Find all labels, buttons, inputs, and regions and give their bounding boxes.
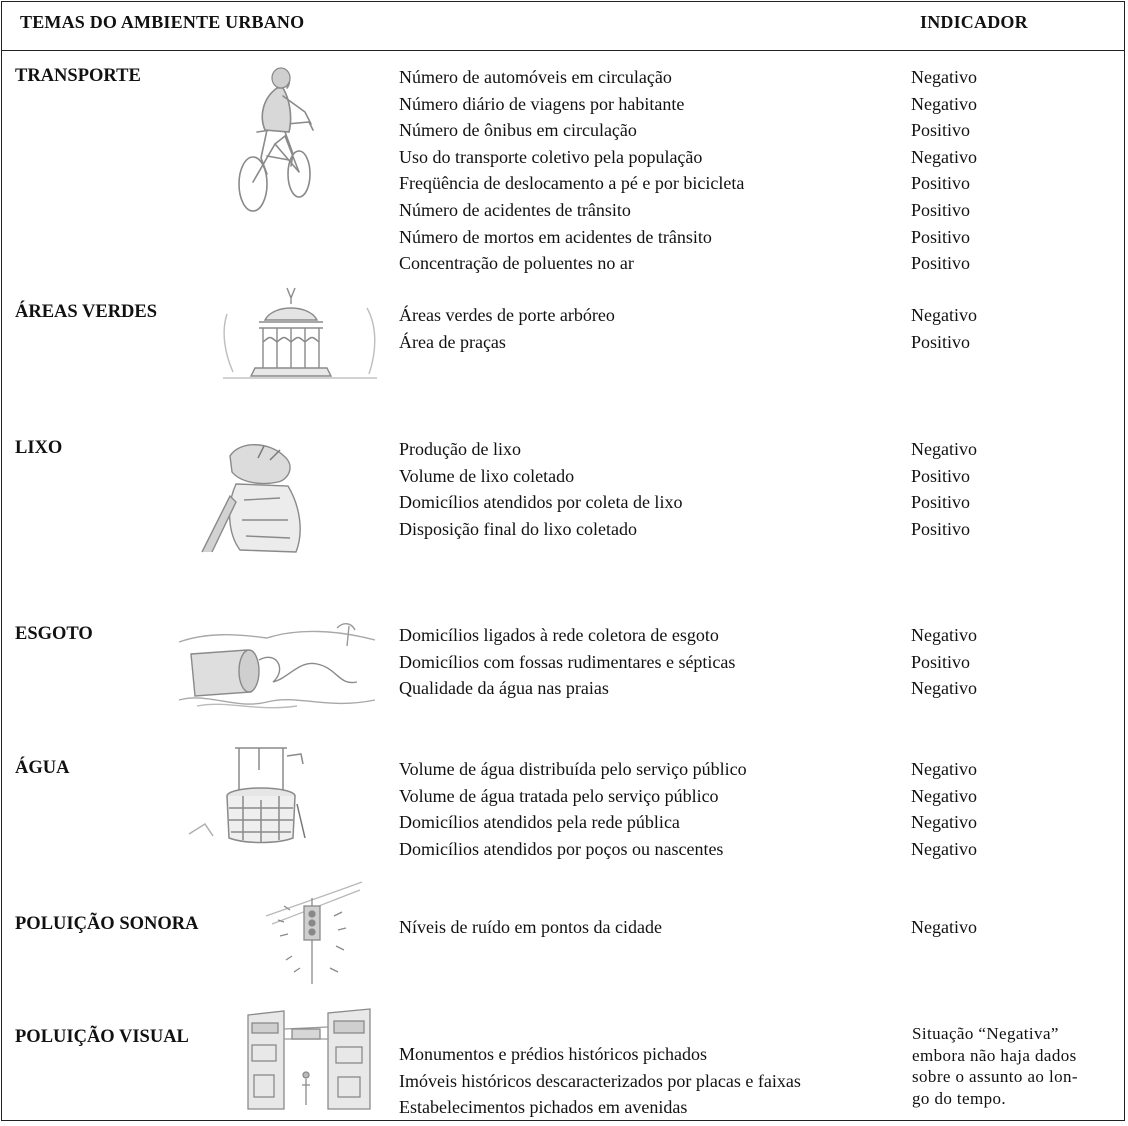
indicator-label: Domicílios atendidos por coleta de lixo bbox=[399, 492, 683, 513]
garbage-heap-icon bbox=[200, 436, 310, 556]
indicator-value: Negativo bbox=[911, 917, 977, 937]
indicator-value-list bbox=[911, 64, 977, 277]
traffic-light-noise-icon bbox=[264, 876, 364, 986]
indicator-value-list bbox=[911, 756, 977, 862]
indicator-value: Negativo bbox=[911, 67, 977, 87]
indicator-label: Disposição final do lixo coletado bbox=[399, 518, 637, 539]
indicator-label: Número de mortos em acidentes de trânsito bbox=[399, 226, 712, 247]
indicator-value: Negativo bbox=[911, 305, 977, 325]
indicator-label: Níveis de ruído em pontos da cidade bbox=[399, 917, 662, 937]
theme-name: ÁREAS VERDES bbox=[15, 302, 158, 322]
indicator-label: Áreas verdes de porte arbóreo bbox=[399, 305, 615, 325]
indicator-label: Domicílios atendidos por poços ou nascentes bbox=[399, 838, 724, 859]
indicator-value: Negativo bbox=[911, 625, 977, 645]
indicator-label: Volume de água distribuída pelo serviço público bbox=[399, 759, 747, 779]
indicator-value: Negativo bbox=[911, 146, 977, 167]
indicator-label: Freqüência de deslocamento a pé e por bicicleta bbox=[399, 173, 745, 194]
indicator-label: Imóveis históricos descaracterizados por placas e faixas bbox=[399, 1070, 801, 1091]
indicator-label: Domicílios ligados à rede coletora de esgoto bbox=[399, 625, 719, 645]
indicator-value: Positivo bbox=[911, 465, 971, 486]
indicator-label: Número de acidentes de trânsito bbox=[399, 199, 631, 220]
indicator-value-list bbox=[911, 622, 977, 702]
table-frame bbox=[1, 1, 1125, 1121]
indicator-value: Negativo bbox=[911, 812, 977, 833]
indicator-value: Positivo bbox=[911, 199, 971, 220]
indicator-label: Área de praças bbox=[399, 331, 506, 352]
theme-name: ESGOTO bbox=[15, 624, 93, 644]
indicator-list bbox=[399, 1041, 801, 1121]
water-well-icon bbox=[185, 744, 320, 844]
indicator-value: Positivo bbox=[911, 253, 971, 274]
indicator-label: Concentração de poluentes no ar bbox=[399, 253, 634, 274]
indicator-value: Positivo bbox=[911, 173, 971, 194]
indicator-label: Número de automóveis em circulação bbox=[399, 67, 672, 87]
sewage-pipe-icon bbox=[177, 620, 377, 712]
indicator-value: Negativo bbox=[911, 785, 977, 806]
header-indicator-label: INDICADOR bbox=[920, 12, 1028, 32]
indicator-value: Negativo bbox=[911, 678, 977, 699]
indicator-value-list bbox=[911, 436, 977, 542]
indicator-label: Número diário de viagens por habitante bbox=[399, 93, 685, 114]
indicator-value-list bbox=[911, 302, 977, 355]
indicator-label: Estabelecimentos pichados em avenidas bbox=[399, 1097, 688, 1118]
indicator-label: Domicílios com fossas rudimentares e sépticas bbox=[399, 651, 736, 672]
indicator-label: Volume de lixo coletado bbox=[399, 465, 575, 486]
indicator-value: Positivo bbox=[911, 331, 971, 352]
note-line: Situação “Negativa” bbox=[912, 1024, 1059, 1043]
indicator-list bbox=[399, 622, 735, 702]
theme-name: TRANSPORTE bbox=[15, 66, 141, 86]
indicator-list bbox=[399, 436, 682, 542]
indicator-value: Positivo bbox=[911, 492, 971, 513]
gazebo-icon bbox=[217, 284, 382, 384]
indicator-value: Positivo bbox=[911, 651, 971, 672]
note-line: go do tempo. bbox=[912, 1088, 1007, 1108]
theme-name: POLUIÇÃO SONORA bbox=[15, 914, 199, 934]
theme-name: ÁGUA bbox=[15, 758, 70, 778]
indicator-label: Qualidade da água nas praias bbox=[399, 678, 609, 699]
indicator-list bbox=[399, 302, 615, 355]
indicator-label: Número de ônibus em circulação bbox=[399, 120, 637, 141]
theme-name: POLUIÇÃO VISUAL bbox=[15, 1027, 189, 1047]
indicator-value: Positivo bbox=[911, 518, 971, 539]
indicator-value: Negativo bbox=[911, 439, 977, 459]
visual-pollution-note bbox=[912, 1023, 1117, 1109]
bicycle-rider-icon bbox=[227, 62, 347, 214]
indicator-value: Negativo bbox=[911, 838, 977, 859]
street-signs-icon bbox=[244, 999, 374, 1111]
header-themes-label: TEMAS DO AMBIENTE URBANO bbox=[20, 12, 305, 32]
indicator-list bbox=[399, 756, 747, 862]
indicator-value: Positivo bbox=[911, 226, 971, 247]
note-line: sobre o assunto ao lon- bbox=[912, 1067, 1078, 1086]
indicator-value: Negativo bbox=[911, 759, 977, 779]
indicator-list bbox=[399, 914, 662, 941]
note-line: embora não haja dados bbox=[912, 1045, 1077, 1065]
indicator-value-list bbox=[911, 914, 977, 941]
indicator-value: Negativo bbox=[911, 93, 977, 114]
table-header bbox=[2, 2, 1124, 51]
indicator-label: Produção de lixo bbox=[399, 439, 521, 459]
indicator-label: Domicílios atendidos pela rede pública bbox=[399, 812, 680, 833]
indicator-list bbox=[399, 64, 744, 277]
indicator-label: Uso do transporte coletivo pela população bbox=[399, 146, 703, 167]
indicator-value: Positivo bbox=[911, 120, 971, 141]
indicator-label: Volume de água tratada pelo serviço público bbox=[399, 785, 719, 806]
theme-name: LIXO bbox=[15, 438, 63, 458]
indicator-label: Monumentos e prédios históricos pichados bbox=[399, 1044, 707, 1064]
